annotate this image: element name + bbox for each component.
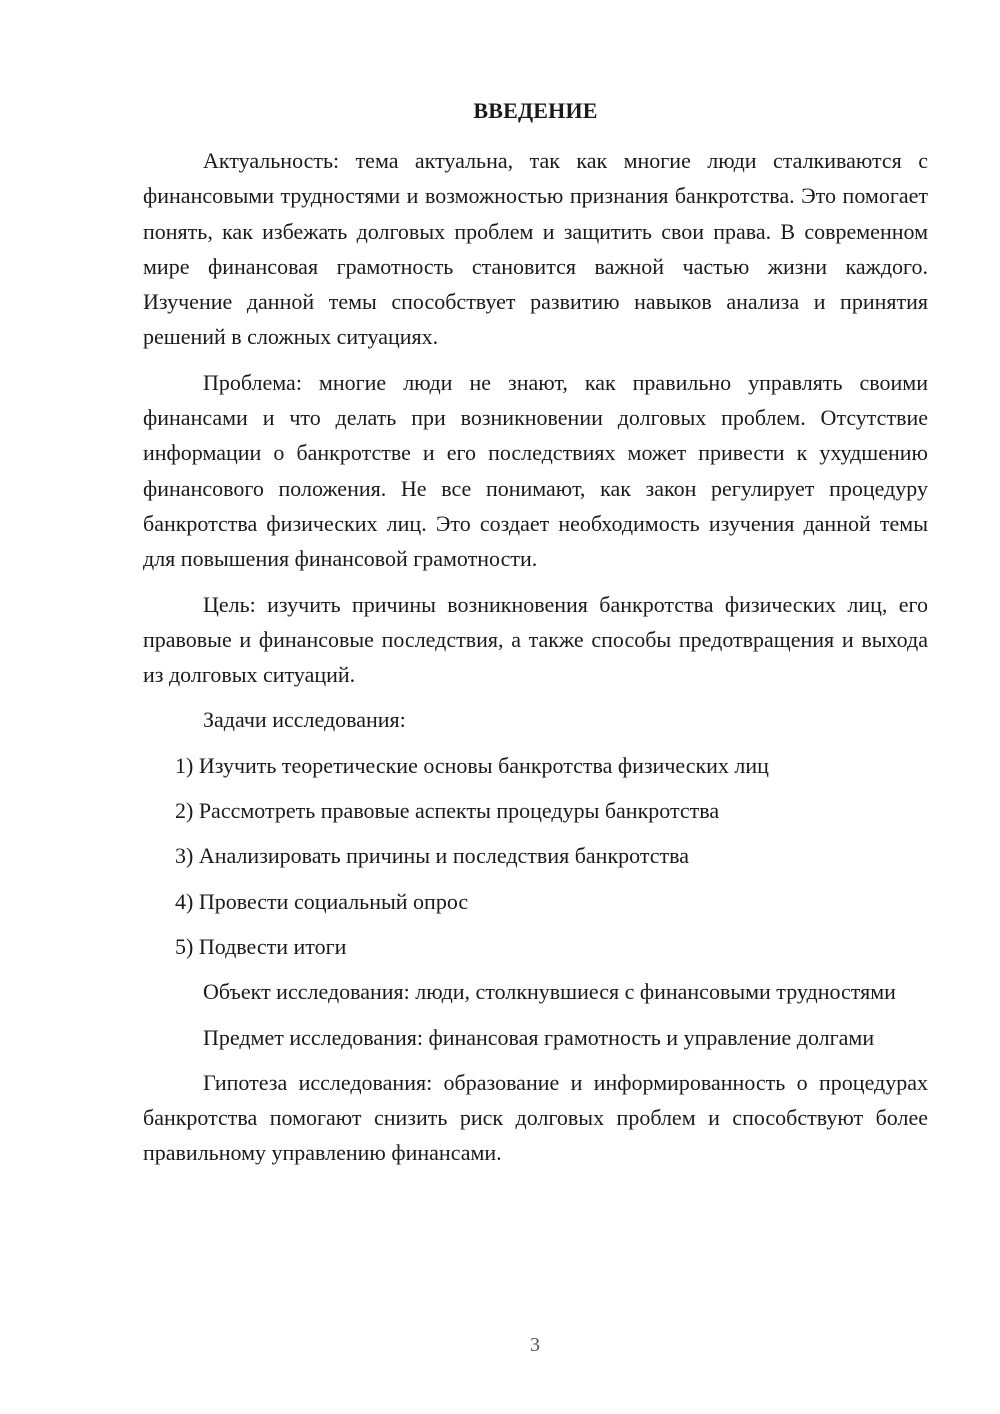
relevance-paragraph: Актуальность: тема актуальна, так как многие люди сталкиваются с финансовыми трудностями и возможностью признания банкротства. Это помогает понять, как избежать долговых проблем и защитить свои права. В современном мире финансовая грамотность становится важной частью жизни каждого. Изучение данной темы способствует развитию навыков анализа и принятия решений в сложных ситуациях.: [143, 148, 928, 350]
goal-paragraph: Цель: изучить причины возникновения банкротства физических лиц, его правовые и финансовые последствия, а также способы предотвращения и выхода из долговых ситуаций.: [143, 591, 928, 688]
document-body: [143, 143, 928, 1171]
task-item-4: 4) Провести социальный опрос: [175, 888, 469, 914]
tasks-heading: Задачи исследования:: [203, 707, 406, 733]
task-item-5: 5) Подвести итоги: [175, 933, 347, 959]
problem-paragraph: Проблема: многие люди не знают, как правильно управлять своими финансами и что делать при возникновении долговых проблем. Отсутствие информации о банкротстве и его последствиях может привести к ухудшению финансового положения. Не все понимают, как закон регулирует процедуру банкротства физических лиц. Это создает необходимость изучения данной темы для повышения финансовой грамотности.: [143, 369, 928, 572]
object-paragraph: Объект исследования: люди, столкнувшиеся с финансовыми трудностями: [203, 979, 896, 1005]
page-number: 3: [530, 1334, 540, 1356]
task-item-3: 3) Анализировать причины и последствия банкротства: [175, 843, 689, 869]
subject-paragraph: Предмет исследования: финансовая грамотность и управление долгами: [203, 1024, 875, 1050]
task-item-2: 2) Рассмотреть правовые аспекты процедуры банкротства: [175, 798, 720, 824]
task-item-1: 1) Изучить теоретические основы банкротства физических лиц: [175, 752, 769, 778]
hypothesis-paragraph: Гипотеза исследования: образование и информированность о процедурах банкротства помогают снизить риск долговых проблем и способствуют более правильному управлению финансами.: [143, 1069, 928, 1166]
page-title: ВВЕДЕНИЕ: [473, 98, 598, 123]
